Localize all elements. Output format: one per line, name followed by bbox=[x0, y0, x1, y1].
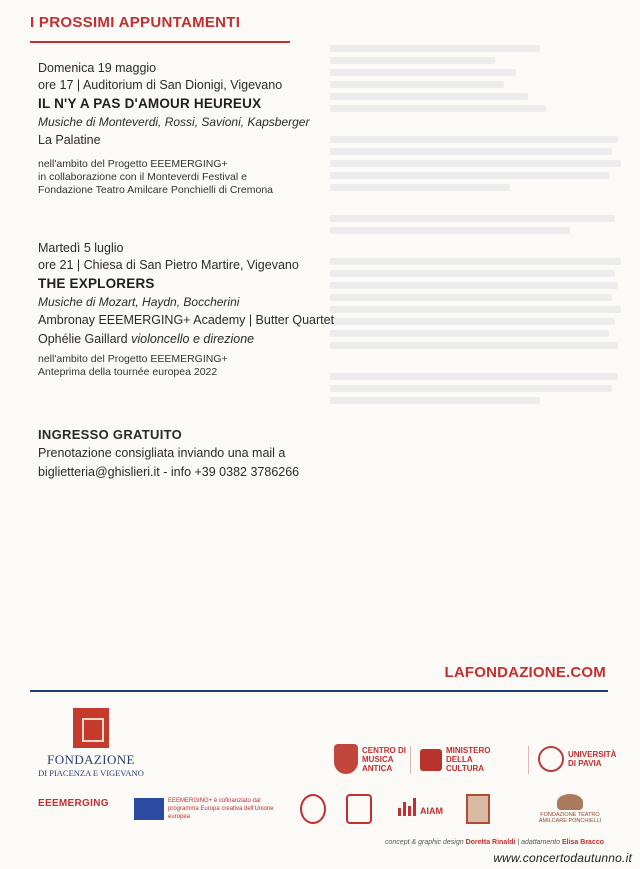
aiam-label: AIAM bbox=[420, 806, 443, 816]
centro-musica-antica-logo bbox=[334, 744, 408, 774]
header-rule bbox=[30, 41, 290, 43]
event-date: Domenica 19 maggio bbox=[38, 61, 157, 75]
page-title: I PROSSIMI APPUNTAMENTI bbox=[30, 14, 241, 31]
ingresso-section bbox=[38, 425, 368, 482]
aiam-logo bbox=[398, 798, 443, 816]
theatre-icon bbox=[557, 794, 583, 810]
crest-icon bbox=[334, 744, 358, 774]
event-time-place: ore 21 | Chiesa di San Pietro Martire, Vigevano bbox=[38, 258, 299, 272]
pavia-label: UNIVERSITÀ DI PAVIA bbox=[568, 750, 617, 768]
ministero-logo bbox=[420, 746, 502, 773]
bleed-through-text bbox=[330, 40, 630, 409]
ponchielli-label: FONDAZIONE TEATRO AMILCARE PONCHIELLI bbox=[538, 812, 602, 824]
fondazione-emblem-icon bbox=[73, 708, 109, 748]
partner-mark-icon bbox=[300, 794, 326, 824]
eu-flag-icon bbox=[134, 798, 164, 820]
event-note: nell'ambito del Progetto EEEMERGING+ bbox=[38, 158, 228, 170]
event-performer: Ambronay EEEMERGING+ Academy | Butter Quartet bbox=[38, 313, 335, 327]
fondazione-name: FONDAZIONE bbox=[47, 752, 135, 767]
event-music: Musiche di Mozart, Haydn, Boccherini bbox=[38, 295, 240, 309]
credits-label-1: concept & graphic design bbox=[385, 839, 464, 846]
section-header bbox=[30, 14, 290, 31]
pavia-logo bbox=[538, 746, 617, 772]
eu-cofunding-text: EEEMERGING+ è cofinanziato dal programma Europa creativa dell'Unione europea bbox=[168, 798, 274, 820]
ministero-star-icon bbox=[420, 749, 442, 771]
event-time-place: ore 17 | Auditorium di San Dionigi, Vigevano bbox=[38, 78, 283, 92]
university-seal-icon bbox=[538, 746, 564, 772]
divider bbox=[410, 746, 411, 774]
fondazione-subtitle: DI PIACENZA E VIGEVANO bbox=[38, 768, 144, 778]
event-director bbox=[38, 330, 338, 349]
event-note: Anteprima della tournée europea 2022 bbox=[38, 366, 218, 378]
event-2 bbox=[38, 240, 338, 379]
website-link[interactable]: LAFONDAZIONE.COM bbox=[444, 664, 606, 681]
director-name: Ophélie Gaillard bbox=[38, 332, 128, 346]
event-music: Musiche di Monteverdi, Rossi, Savioni, Kapsberger bbox=[38, 115, 310, 129]
credits-name-2: Elisa Bracco bbox=[561, 839, 604, 846]
ministero-label: MINISTERO DELLA CULTURA bbox=[446, 746, 491, 773]
ponchielli-logo bbox=[530, 794, 610, 824]
director-role: violoncello e direzione bbox=[131, 332, 255, 346]
event-performer: La Palatine bbox=[38, 133, 101, 147]
event-note: Fondazione Teatro Amilcare Ponchielli di Cremona bbox=[38, 184, 274, 196]
credits bbox=[385, 839, 604, 846]
fondazione-logo bbox=[36, 708, 146, 778]
credits-label-2: | adattamento bbox=[517, 839, 561, 846]
centro-label: CENTRO DI MUSICA ANTICA bbox=[362, 745, 406, 773]
event-date: Martedì 5 luglio bbox=[38, 241, 124, 255]
watermark: www.concertodautunno.it bbox=[493, 851, 632, 865]
divider bbox=[528, 746, 529, 774]
event-1 bbox=[38, 60, 338, 197]
event-title: THE EXPLORERS bbox=[38, 276, 155, 291]
credits-name-1: Doretta Rinaldi bbox=[465, 839, 516, 846]
portrait-logo-icon bbox=[466, 794, 490, 824]
eeemerging-logo bbox=[38, 798, 109, 809]
ingresso-heading: INGRESSO GRATUITO bbox=[38, 427, 183, 442]
partner-figure-icon bbox=[346, 794, 372, 824]
ingresso-contact[interactable]: biglietteria@ghislieri.it - info +39 0382 3786266 bbox=[38, 465, 300, 479]
footer-rule bbox=[30, 690, 608, 692]
event-title: IL N'Y A PAS D'AMOUR HEUREUX bbox=[38, 96, 262, 111]
event-note: in collaborazione con il Monteverdi Festival e bbox=[38, 171, 247, 183]
eeemerging-label: EEEMERGING bbox=[38, 798, 109, 809]
event-note: nell'ambito del Progetto EEEMERGING+ bbox=[38, 353, 228, 365]
ingresso-text: Prenotazione consigliata inviando una mail a bbox=[38, 446, 286, 460]
